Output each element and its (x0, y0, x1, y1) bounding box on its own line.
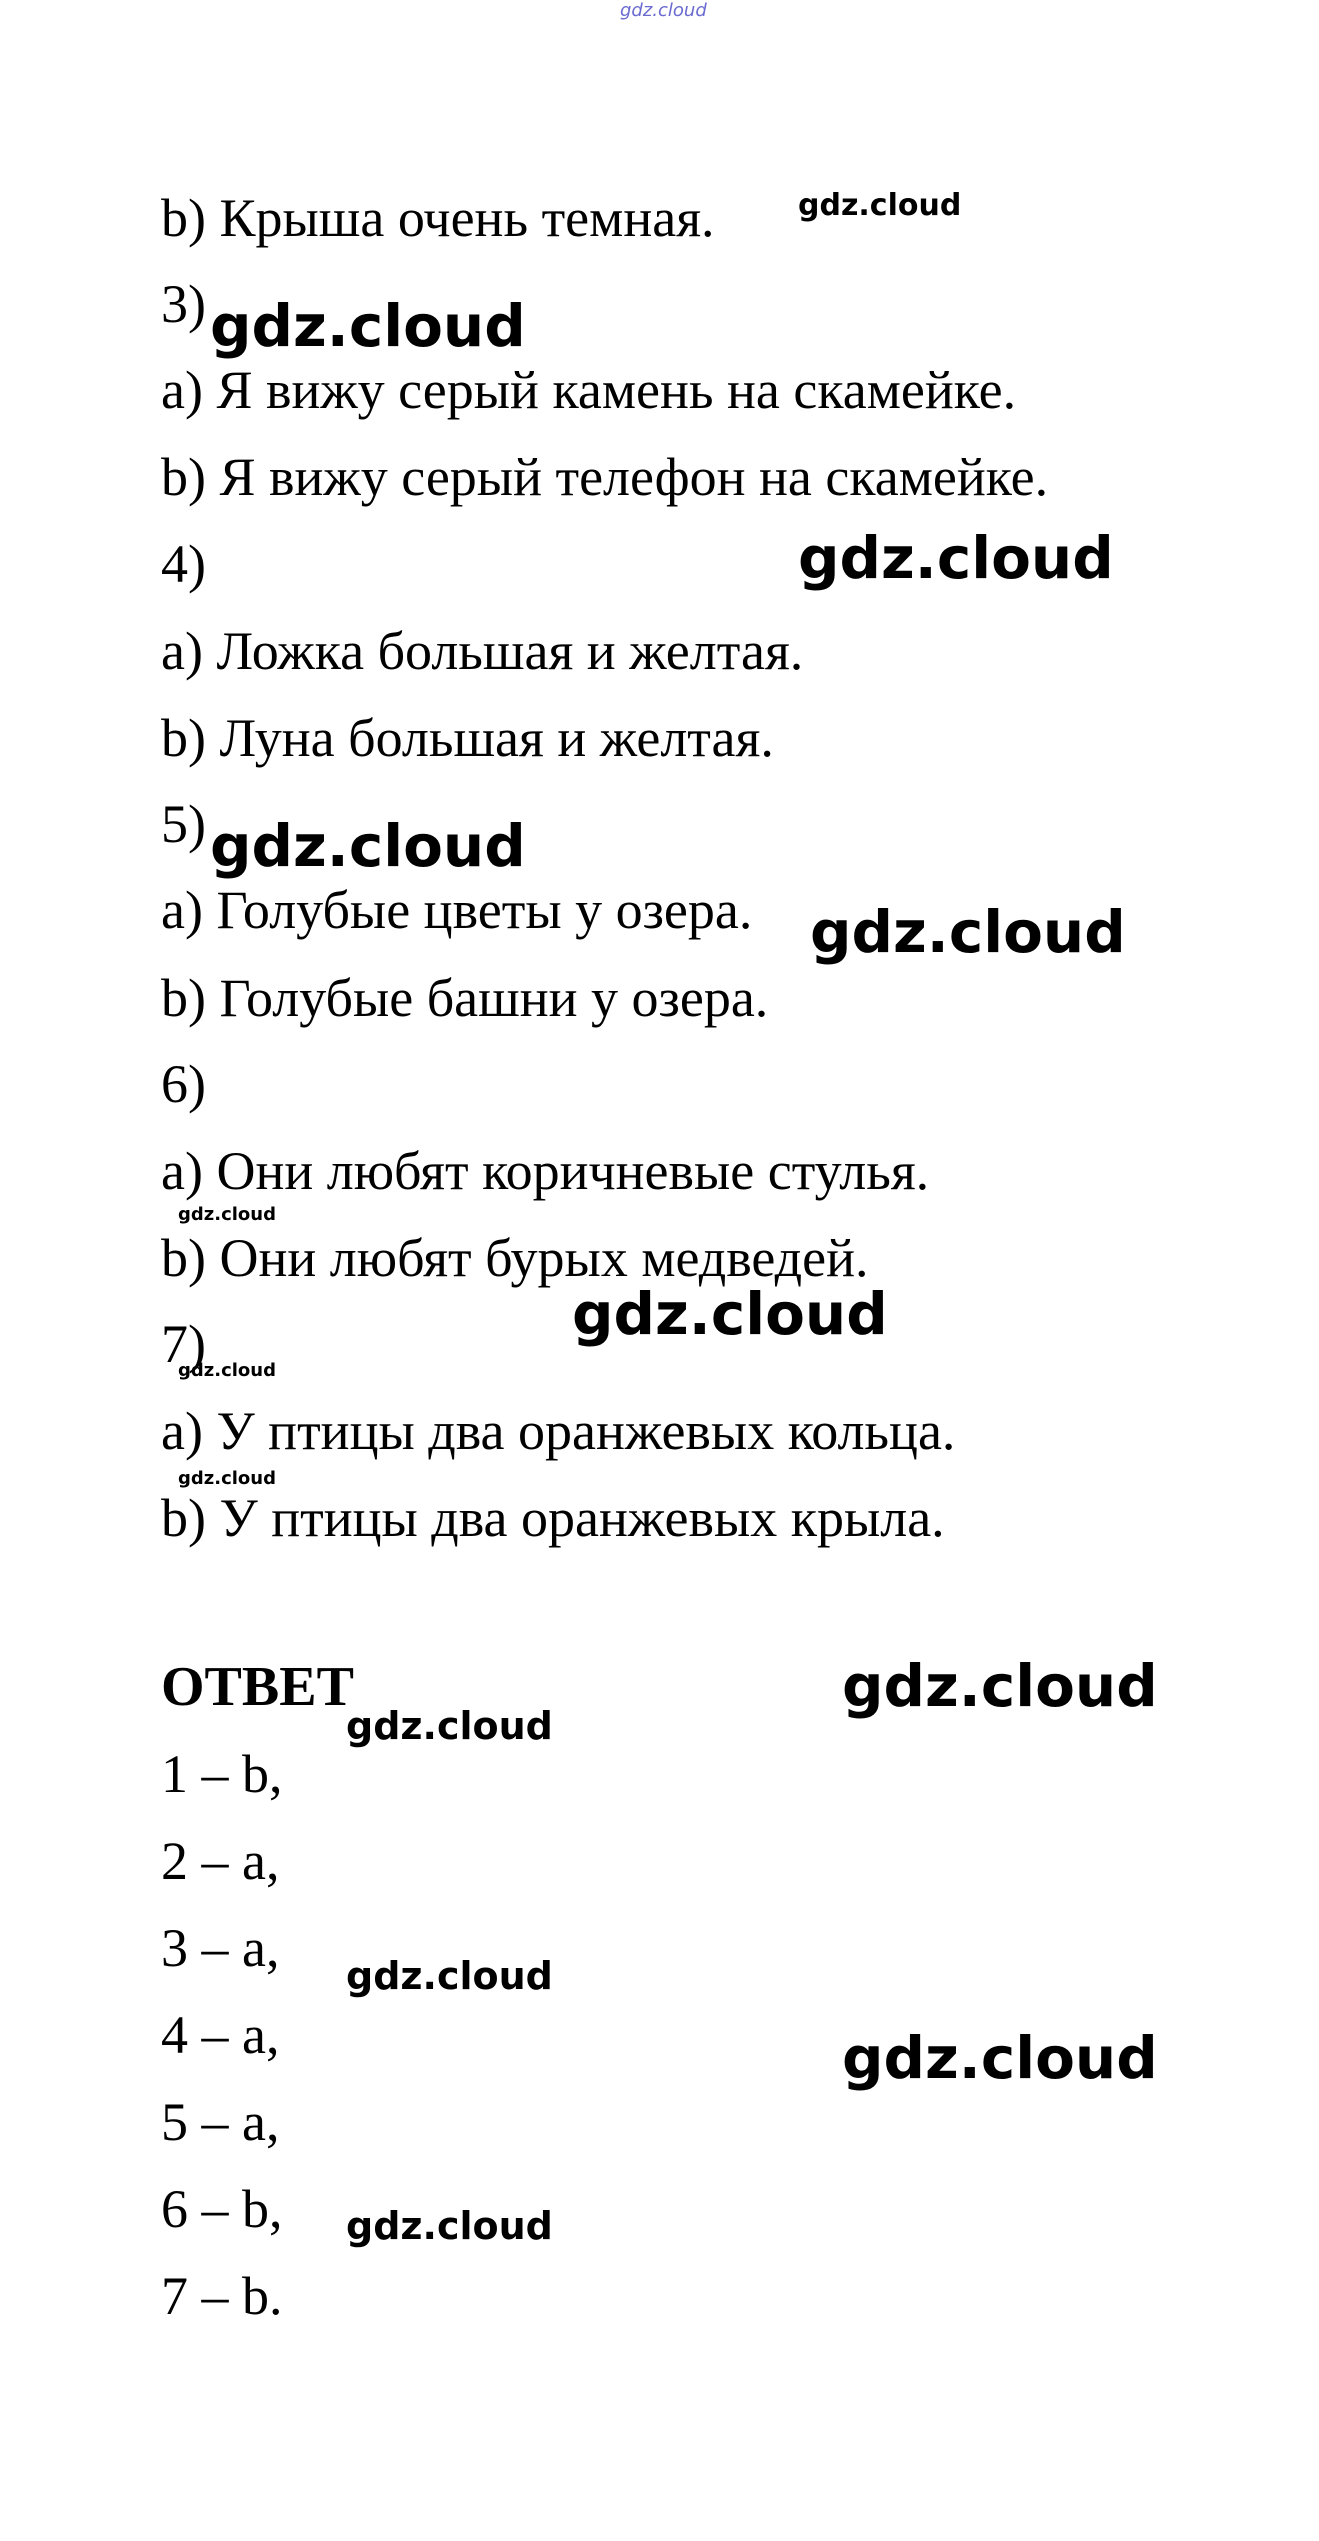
answer-title: ОТВЕТ (161, 1656, 354, 1718)
item-number-6: 6) (161, 1054, 206, 1114)
option-5a: a) Голубые цветы у озера. (161, 880, 753, 940)
answer-item: 5 – a, (161, 2092, 280, 2152)
item-number-3: 3) (161, 274, 206, 334)
item-number-5: 5) (161, 794, 206, 854)
option-4b: b) Луна большая и желтая. (161, 708, 774, 768)
answer-item: 2 – a, (161, 1831, 280, 1891)
option-7a: a) У птицы два оранжевых кольца. (161, 1401, 956, 1461)
answer-item: 7 – b. (161, 2266, 283, 2326)
answer-item: 3 – a, (161, 1918, 280, 1978)
watermark: gdz.cloud (346, 2204, 553, 2248)
option-3a: a) Я вижу серый камень на скамейке. (161, 360, 1017, 420)
option-3b: b) Я вижу серый телефон на скамейке. (161, 447, 1049, 507)
watermark: gdz.cloud (210, 292, 526, 360)
answer-item: 6 – b, (161, 2179, 283, 2239)
option-6b: b) Они любят бурых медведей. (161, 1228, 869, 1288)
answer-item: 4 – a, (161, 2005, 280, 2065)
watermark: gdz.cloud (572, 1280, 888, 1348)
watermark: gdz.cloud (178, 1468, 276, 1489)
option-4a: a) Ложка большая и желтая. (161, 621, 804, 681)
item-number-4: 4) (161, 534, 206, 594)
watermark: gdz.cloud (798, 188, 962, 223)
watermark: gdz.cloud (210, 812, 526, 880)
watermark: gdz.cloud (798, 524, 1114, 592)
answer-item: 1 – b, (161, 1744, 283, 1804)
watermark: gdz.cloud (842, 2024, 1158, 2092)
option-2b: b) Крыша очень темная. (161, 188, 715, 248)
top-watermark: gdz.cloud (620, 0, 707, 21)
option-7b: b) У птицы два оранжевых крыла. (161, 1488, 945, 1548)
option-5b: b) Голубые башни у озера. (161, 968, 769, 1028)
watermark: gdz.cloud (346, 1704, 553, 1748)
watermark: gdz.cloud (346, 1954, 553, 1998)
watermark: gdz.cloud (178, 1360, 276, 1381)
watermark: gdz.cloud (842, 1652, 1158, 1720)
option-6a: a) Они любят коричневые стулья. (161, 1141, 930, 1201)
item-number-7: 7) (161, 1314, 206, 1374)
watermark: gdz.cloud (178, 1204, 276, 1225)
watermark: gdz.cloud (810, 898, 1126, 966)
